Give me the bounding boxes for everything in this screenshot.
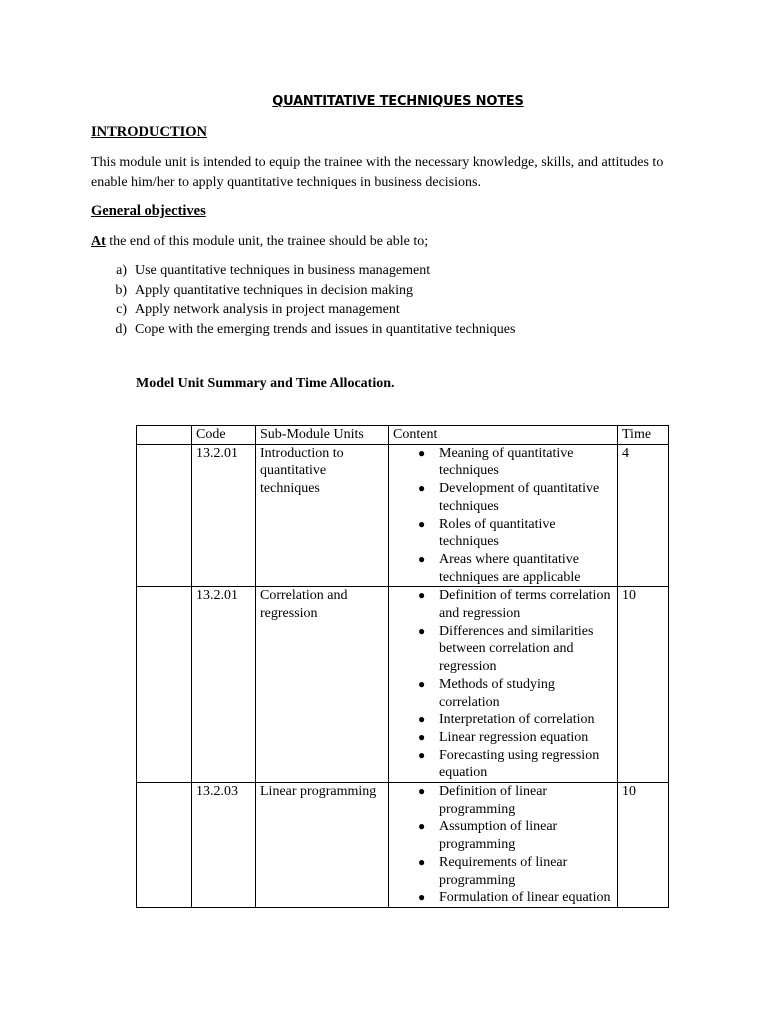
table-cell-blank — [137, 444, 192, 587]
content-list — [393, 445, 613, 587]
list-item-text: Cope with the emerging trends and issues in quantitative techniques — [135, 321, 516, 337]
bullet-icon: ● — [418, 445, 426, 460]
list-item — [91, 320, 515, 340]
introduction-heading: INTRODUCTION — [91, 124, 208, 140]
list-item — [393, 818, 613, 853]
list-item — [393, 711, 613, 729]
table-cell-unit: Introduction to quantitative techniques — [256, 444, 389, 587]
table-cell-time: 4 — [618, 444, 669, 587]
list-item-text: Requirements of linear programming — [439, 854, 568, 888]
bullet-icon: ● — [418, 712, 426, 727]
list-item-text: Apply network analysis in project management — [135, 302, 400, 317]
introduction-text: This module unit is intended to equip the trainee with the necessary knowledge, skills, and attitudes to enable him/her to apply quantitative techniques in business decisions. — [91, 155, 664, 190]
content-list — [393, 783, 613, 907]
list-item — [393, 623, 613, 676]
list-item — [91, 261, 515, 281]
table-cell-unit: Linear programming — [256, 783, 389, 908]
list-item-text: Definition of linear programming — [439, 784, 548, 817]
table-title: Model Unit Summary and Time Allocation. — [136, 376, 395, 391]
list-item — [91, 300, 515, 320]
objectives-list — [91, 261, 515, 339]
bullet-icon: ● — [418, 516, 426, 531]
list-item-text: Forecasting using regression equation — [439, 747, 600, 781]
bullet-icon: ● — [418, 819, 426, 834]
list-item-text: Linear regression equation — [439, 729, 589, 745]
bullet-icon: ● — [418, 890, 426, 905]
list-item-letter: b) — [115, 282, 127, 298]
list-item — [393, 551, 613, 586]
list-item-text: Meaning of quantitative techniques — [439, 445, 574, 479]
bullet-icon: ● — [418, 854, 426, 869]
list-item — [393, 889, 613, 907]
summary-table — [136, 425, 669, 908]
bullet-icon: ● — [418, 784, 426, 799]
list-item — [393, 676, 613, 711]
list-item — [393, 480, 613, 515]
list-item-text: Roles of quantitative techniques — [439, 516, 556, 550]
general-objectives-heading: General objectives — [91, 203, 206, 219]
table-header-content: Content — [389, 426, 618, 445]
table-cell-code: 13.2.01 — [192, 587, 256, 783]
list-item — [393, 729, 613, 747]
table-cell-code: 13.2.01 — [192, 444, 256, 587]
list-item — [393, 747, 613, 782]
table-cell-unit: Correlation and regression — [256, 587, 389, 783]
list-item — [393, 445, 613, 480]
bullet-icon: ● — [418, 588, 426, 603]
list-item-text: Use quantitative techniques in business management — [135, 263, 431, 278]
table-cell-code: 13.2.03 — [192, 783, 256, 908]
list-item-letter: a) — [116, 263, 127, 278]
list-item-text: Formulation of linear equation — [439, 890, 611, 906]
list-item-text: Assumption of linear programming — [439, 819, 558, 853]
table-cell-content — [389, 783, 618, 908]
table-header-unit: Sub-Module Units — [256, 426, 389, 445]
list-item-text: Definition of terms correlation and regression — [439, 588, 611, 622]
list-item-text: Differences and similarities between correlation and regression — [439, 623, 594, 675]
document-title: QUANTITATIVE TECHNIQUES NOTES — [272, 94, 524, 109]
bullet-icon: ● — [418, 551, 426, 566]
list-item — [393, 854, 613, 889]
list-item — [91, 281, 515, 301]
table-header-row — [137, 426, 669, 445]
table-cell-time: 10 — [618, 783, 669, 908]
content-list — [393, 587, 613, 782]
objectives-intro-rest: the end of this module unit, the trainee should be able to; — [105, 234, 429, 249]
list-item-text: Methods of studying correlation — [439, 676, 555, 710]
list-item — [393, 783, 613, 818]
bullet-icon: ● — [418, 747, 426, 762]
table-header-time: Time — [618, 426, 669, 445]
list-item-letter: d) — [115, 321, 127, 337]
list-item-text: Apply quantitative techniques in decision making — [135, 282, 413, 298]
list-item — [393, 516, 613, 551]
bullet-icon: ● — [418, 676, 426, 691]
table-header-code: Code — [192, 426, 256, 445]
table-row — [137, 444, 669, 587]
bullet-icon: ● — [418, 729, 426, 744]
list-item-text: Interpretation of correlation — [439, 712, 595, 728]
table-cell-content — [389, 444, 618, 587]
objectives-intro — [91, 232, 681, 252]
table-header-cell — [137, 426, 192, 445]
table-cell-time: 10 — [618, 587, 669, 783]
table-cell-blank — [137, 587, 192, 783]
table-row — [137, 587, 669, 783]
table-row — [137, 783, 669, 908]
table-cell-blank — [137, 783, 192, 908]
bullet-icon: ● — [418, 623, 426, 638]
bullet-icon: ● — [418, 481, 426, 496]
list-item — [393, 587, 613, 622]
list-item-text: Development of quantitative techniques — [439, 481, 600, 514]
table-cell-content — [389, 587, 618, 783]
objectives-intro-lead: At — [91, 234, 106, 249]
list-item-letter: c) — [116, 302, 127, 317]
list-item-text: Areas where quantitative techniques are applicable — [439, 551, 581, 585]
